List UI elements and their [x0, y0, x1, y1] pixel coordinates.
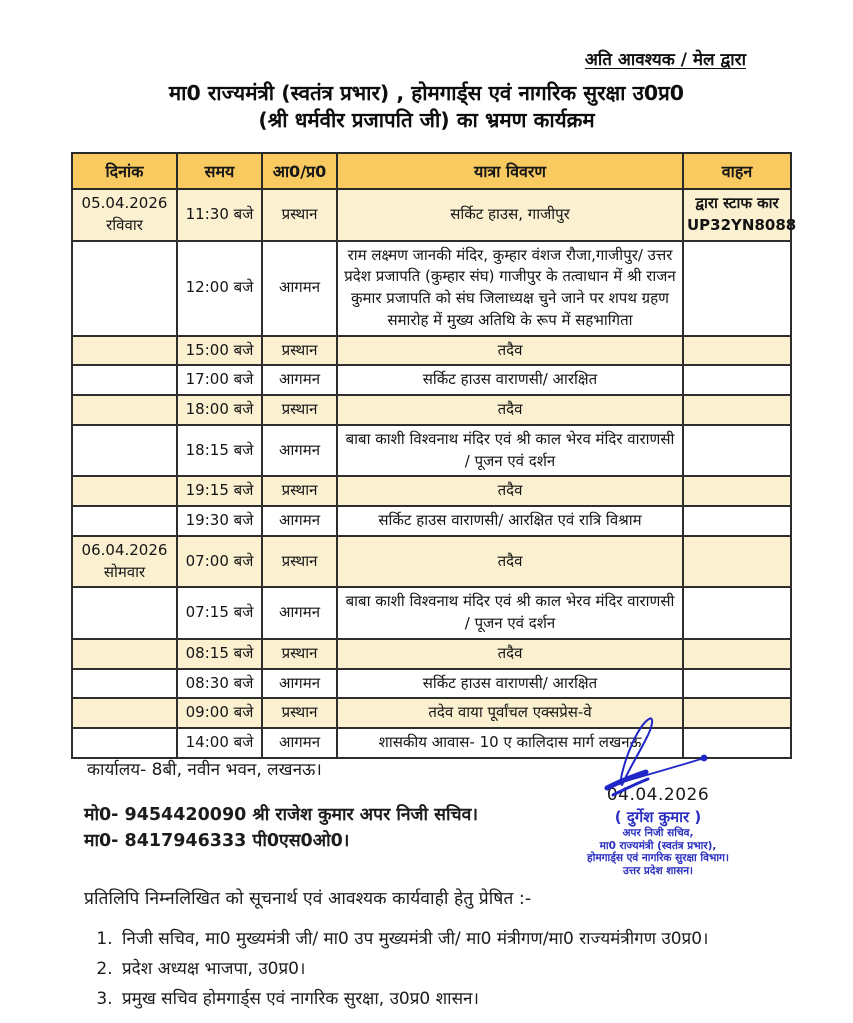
vehicle-cell — [683, 728, 791, 758]
office-address: कार्यालय- 8बी, नवीन भवन, लखनऊ। — [87, 760, 322, 780]
itinerary-row — [72, 536, 791, 588]
date-cell — [72, 241, 177, 336]
urgency-note: अति आवश्यक / मेल द्वारा — [584, 50, 746, 70]
list-item: 3. प्रमुख सचिव होमगार्ड्स एवं नागरिक सुरक्षा, उ0प्र0 शासन। — [118, 986, 813, 1009]
signatory-designation-line: अपर निजी सचिव, — [622, 827, 694, 839]
itinerary-row — [72, 698, 791, 728]
column-header-vehicle: वाहन — [683, 153, 791, 189]
date-cell: 05.04.2026 रविवार — [72, 189, 177, 241]
signatory-designation-line: मा0 राज्यमंत्री (स्वतंत्र प्रभार), — [599, 839, 717, 852]
date-cell — [72, 669, 177, 699]
vehicle-cell — [683, 336, 791, 366]
arrival-departure-cell: आगमन — [262, 365, 337, 395]
time-cell: 14:00 बजे — [177, 728, 262, 758]
column-header-date: दिनांक — [72, 153, 177, 189]
vehicle-cell — [683, 395, 791, 425]
time-cell: 09:00 बजे — [177, 698, 262, 728]
time-cell: 08:15 बजे — [177, 639, 262, 669]
vehicle-cell — [683, 587, 791, 639]
document-title-line1: मा0 राज्यमंत्री (स्वतंत्र प्रभार) , होमगार्ड्स एवं नागरिक सुरक्षा उ0प्र0 — [168, 81, 685, 105]
vehicle-cell — [683, 698, 791, 728]
arrival-departure-cell: प्रस्थान — [262, 536, 337, 588]
journey-details-cell: तदैव — [337, 395, 683, 425]
vehicle-cell — [683, 506, 791, 536]
arrival-departure-cell: आगमन — [262, 728, 337, 758]
journey-details-cell: सर्किट हाउस वाराणसी/ आरक्षित एवं रात्रि विश्राम — [337, 506, 683, 536]
itinerary-row — [72, 241, 791, 336]
signature-stamp-block — [553, 785, 763, 877]
vehicle-cell: द्वारा स्टाफ कार UP32YN8088 — [683, 189, 791, 241]
document-title — [60, 80, 793, 134]
journey-details-cell: तदैव — [337, 476, 683, 506]
journey-details-cell: शासकीय आवास- 10 ए कालिदास मार्ग लखनऊ — [337, 728, 683, 758]
signature-date: 04.04.2026 — [606, 785, 710, 805]
date-cell — [72, 336, 177, 366]
time-cell: 17:00 बजे — [177, 365, 262, 395]
time-cell: 07:15 बजे — [177, 587, 262, 639]
time-cell: 18:00 बजे — [177, 395, 262, 425]
itinerary-row — [72, 587, 791, 639]
arrival-departure-cell: आगमन — [262, 506, 337, 536]
vehicle-cell — [683, 425, 791, 477]
date-cell: 06.04.2026 सोमवार — [72, 536, 177, 588]
itinerary-row — [72, 639, 791, 669]
column-header-time: समय — [177, 153, 262, 189]
arrival-departure-cell: प्रस्थान — [262, 698, 337, 728]
journey-details-cell: तदैव — [337, 639, 683, 669]
journey-details-cell: तदैव — [337, 536, 683, 588]
time-cell: 12:00 बजे — [177, 241, 262, 336]
date-cell — [72, 728, 177, 758]
journey-details-cell: बाबा काशी विश्वनाथ मंदिर एवं श्री काल भेरव मंदिर वाराणसी / पूजन एवं दर्शन — [337, 425, 683, 477]
contact-line-1: मो0- 9454420090 श्री राजेश कुमार अपर निजी सचिव। — [84, 805, 479, 825]
date-cell — [72, 639, 177, 669]
time-cell: 11:30 बजे — [177, 189, 262, 241]
time-cell: 07:00 बजे — [177, 536, 262, 588]
vehicle-cell — [683, 365, 791, 395]
signatory-designation-line: होमगार्ड्स एवं नागरिक सुरक्षा विभाग। — [587, 852, 729, 864]
itinerary-row — [72, 189, 791, 241]
arrival-departure-cell: प्रस्थान — [262, 476, 337, 506]
document-title-line2: (श्री धर्मवीर प्रजापति जी) का भ्रमण कार्यक्रम — [258, 108, 595, 132]
arrival-departure-cell: प्रस्थान — [262, 336, 337, 366]
date-cell — [72, 587, 177, 639]
table-header-row — [72, 153, 791, 189]
vehicle-cell — [683, 476, 791, 506]
date-cell — [72, 698, 177, 728]
itinerary-row — [72, 669, 791, 699]
journey-details-cell: बाबा काशी विश्वनाथ मंदिर एवं श्री काल भेरव मंदिर वाराणसी / पूजन एवं दर्शन — [337, 587, 683, 639]
date-cell — [72, 476, 177, 506]
itinerary-row — [72, 336, 791, 366]
arrival-departure-cell: आगमन — [262, 241, 337, 336]
itinerary-table — [71, 152, 797, 759]
itinerary-row — [72, 476, 791, 506]
arrival-departure-cell: आगमन — [262, 587, 337, 639]
arrival-departure-cell: प्रस्थान — [262, 189, 337, 241]
list-item: 2. प्रदेश अध्यक्ष भाजपा, उ0प्र0। — [118, 956, 813, 979]
vehicle-cell — [683, 639, 791, 669]
copy-distribution-heading: प्रतिलिपि निम्नलिखित को सूचनार्थ एवं आवश्यक कार्यवाही हेतु प्रेषित :- — [84, 889, 532, 909]
arrival-departure-cell: प्रस्थान — [262, 395, 337, 425]
signatory-name: ( दुर्गेश कुमार ) — [614, 808, 702, 826]
date-cell — [72, 365, 177, 395]
itinerary-row — [72, 728, 791, 758]
date-cell — [72, 395, 177, 425]
vehicle-cell — [683, 669, 791, 699]
journey-details-cell: राम लक्ष्मण जानकी मंदिर, कुम्हार वंशज रौजा,गाजीपुर/ उत्तर प्रदेश प्रजापति (कुम्हार संघ) गाजीपुर के तत्वाधान में श्री राजन कुमार प्रजापति को संघ जिलाध्यक्ष चुने जाने पर शपथ ग्रहण समारोह में मुख्य अतिथि के रूप में सहभागिता — [337, 241, 683, 336]
journey-details-cell: सर्किट हाउस, गाजीपुर — [337, 189, 683, 241]
journey-details-cell: तदैव — [337, 336, 683, 366]
time-cell: 08:30 बजे — [177, 669, 262, 699]
journey-details-cell: सर्किट हाउस वाराणसी/ आरक्षित — [337, 669, 683, 699]
time-cell: 19:15 बजे — [177, 476, 262, 506]
contact-line-2: मा0- 8417946333 पी0एस0ओ0। — [84, 831, 350, 851]
itinerary-row — [72, 425, 791, 477]
arrival-departure-cell: आगमन — [262, 425, 337, 477]
time-cell: 19:30 बजे — [177, 506, 262, 536]
journey-details-cell: तदेव वाया पूर्वांचल एक्सप्रेस-वे — [337, 698, 683, 728]
date-cell — [72, 506, 177, 536]
time-cell: 15:00 बजे — [177, 336, 262, 366]
column-header-journey-details: यात्रा विवरण — [337, 153, 683, 189]
itinerary-row — [72, 506, 791, 536]
list-item: 1. निजी सचिव, मा0 मुख्यमंत्री जी/ मा0 उप मुख्यमंत्री जी/ मा0 मंत्रीगण/मा0 राज्यमंत्रीगण उ0प्र0। — [118, 926, 813, 949]
vehicle-cell — [683, 536, 791, 588]
copy-distribution-list — [88, 926, 813, 1016]
column-header-arrival-departure: आ0/प्र0 — [262, 153, 337, 189]
itinerary-row — [72, 365, 791, 395]
arrival-departure-cell: आगमन — [262, 669, 337, 699]
vehicle-cell — [683, 241, 791, 336]
date-cell — [72, 425, 177, 477]
signatory-designation-line: उत्तर प्रदेश शासन। — [622, 864, 694, 877]
time-cell: 18:15 बजे — [177, 425, 262, 477]
journey-details-cell: सर्किट हाउस वाराणसी/ आरक्षित — [337, 365, 683, 395]
itinerary-row — [72, 395, 791, 425]
arrival-departure-cell: प्रस्थान — [262, 639, 337, 669]
